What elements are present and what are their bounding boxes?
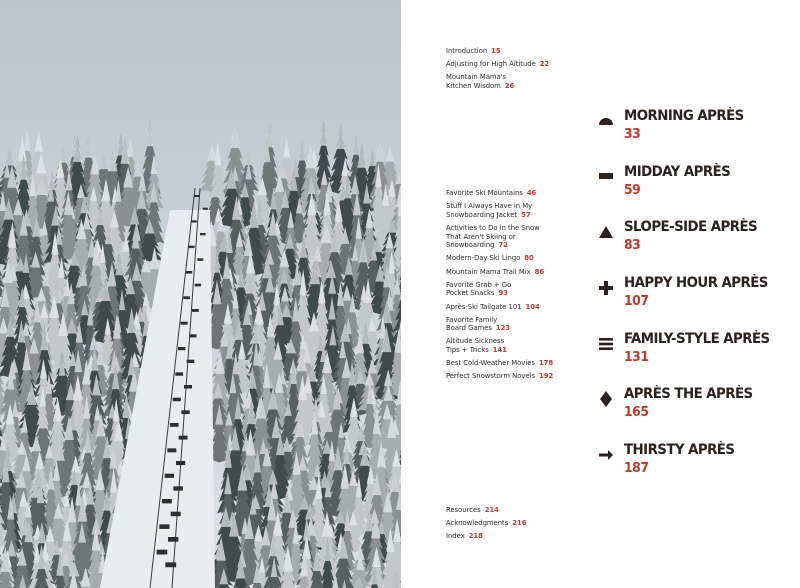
arrow-right-icon xyxy=(598,447,614,463)
toc-entry[interactable] xyxy=(446,372,586,381)
toc-entry-page: 104 xyxy=(525,302,540,311)
chapter-title: FAMILY-STYLE APRÈS xyxy=(624,330,770,347)
toc-entry-label: Mountain Mama Trail Mix xyxy=(446,267,531,276)
toc-entry[interactable] xyxy=(446,202,586,219)
chairlift-chair xyxy=(162,499,172,503)
toc-entry-page: 192 xyxy=(539,372,554,381)
toc-entry-label: Adjusting for High Altitude xyxy=(446,60,536,69)
chapter-entry[interactable] xyxy=(597,329,797,385)
toc-entry-label: That Aren't Skiing or xyxy=(446,232,516,241)
toc-entry-label: Best Cold-Weather Movies xyxy=(446,359,535,368)
toc-top-list xyxy=(446,47,586,95)
contents-page xyxy=(401,0,800,588)
chairlift-chair xyxy=(194,195,199,197)
toc-entry-label: Resources xyxy=(446,506,481,514)
chairlift-chair xyxy=(171,512,181,516)
toc-entry-page: 178 xyxy=(538,359,554,368)
triangle-icon xyxy=(598,224,614,240)
toc-entry[interactable] xyxy=(446,224,586,250)
chairlift-chair xyxy=(178,347,185,350)
chapter-page: 107 xyxy=(624,293,649,310)
toc-entry[interactable] xyxy=(446,506,586,515)
chairlift-chair xyxy=(189,246,195,248)
toc-entry[interactable] xyxy=(446,316,586,333)
toc-entry-page: 216 xyxy=(512,519,527,528)
chairlift-chair xyxy=(195,284,201,287)
chairlift-chair xyxy=(176,461,185,465)
toc-entry-page: 214 xyxy=(484,506,499,514)
toc-entry-page: 80 xyxy=(524,254,534,263)
chapter-page: 83 xyxy=(624,237,641,254)
toc-entry-label: Pocket Snacks xyxy=(446,289,495,298)
chairlift-chair xyxy=(167,448,176,452)
toc-entry-label: Favorite Grab + Go xyxy=(446,280,512,289)
chairlift-chair xyxy=(186,271,192,274)
toc-entry-label: Snowboarding Jacket xyxy=(446,210,518,219)
chairlift-chair xyxy=(191,220,196,222)
chairlift-chair xyxy=(183,296,190,299)
toc-entry[interactable] xyxy=(446,519,586,528)
chairlift-chair xyxy=(200,233,206,235)
chairlift-chair xyxy=(181,322,188,325)
chapter-entry[interactable] xyxy=(597,106,797,162)
plus-icon xyxy=(598,280,614,296)
chapter-page: 59 xyxy=(624,181,641,198)
toc-entry-page: 86 xyxy=(534,267,545,276)
toc-entry-label: Favorite Family xyxy=(446,315,498,324)
chapter-page: 33 xyxy=(624,126,641,142)
chapter-title: HAPPY HOUR APRÈS xyxy=(624,275,768,292)
chairlift-chair xyxy=(165,562,176,567)
chapter-title: THIRSTY APRÈS xyxy=(624,442,735,459)
chairlift-chair xyxy=(179,436,188,440)
chairlift-chair xyxy=(203,208,208,210)
chapter-title: APRÈS THE APRÈS xyxy=(624,386,753,403)
toc-entry-label: Activities to Do in the Snow xyxy=(446,223,540,232)
toc-entry-page: 57 xyxy=(521,210,531,219)
chapter-title: MORNING APRÈS xyxy=(624,108,744,124)
toc-entry-page: 141 xyxy=(492,346,507,355)
half-circle-icon xyxy=(598,113,614,129)
toc-entry-page: 46 xyxy=(526,189,537,197)
chapter-title: SLOPE-SIDE APRÈS xyxy=(624,219,758,236)
toc-entry-label: Acknowledgments xyxy=(446,519,509,528)
bar-icon xyxy=(598,169,614,185)
toc-entry-label: Après-Ski Tailgate 101 xyxy=(446,302,522,311)
chairlift-chair xyxy=(175,372,183,375)
chairlift-chair xyxy=(192,309,199,312)
chairlift-chair xyxy=(173,398,181,402)
toc-entry[interactable] xyxy=(446,189,586,198)
chairlift-chair xyxy=(181,410,189,414)
toc-entry-label: Stuff I Always Have in My xyxy=(446,202,533,211)
toc-entry[interactable] xyxy=(446,47,586,56)
chairlift-chair xyxy=(189,334,196,337)
toc-entry-page: 218 xyxy=(468,532,483,541)
toc-entry[interactable] xyxy=(446,268,586,277)
toc-entry[interactable] xyxy=(446,532,586,541)
chapter-entry[interactable] xyxy=(597,273,797,329)
toc-middle-list xyxy=(446,189,586,386)
chapter-page: 165 xyxy=(624,404,649,421)
toc-entry-label: Kitchen Wisdom xyxy=(446,81,501,90)
chairlift-chair xyxy=(173,486,183,490)
three-lines-icon xyxy=(598,336,614,352)
toc-entry-page: 123 xyxy=(495,324,511,333)
toc-entry-label: Altitude Sickness xyxy=(446,337,505,346)
toc-entry-label: Tips + Tricks xyxy=(446,346,489,355)
toc-entry[interactable] xyxy=(446,359,586,368)
chapter-entry[interactable] xyxy=(597,440,797,496)
chapter-page: 187 xyxy=(624,460,649,477)
chairlift-chair xyxy=(170,423,179,427)
toc-entry[interactable] xyxy=(446,254,586,263)
chapter-entry[interactable] xyxy=(597,162,797,218)
toc-entry-label: Perfect Snowstorm Novels xyxy=(446,372,536,381)
diamond-icon xyxy=(598,391,614,407)
chairlift-chair xyxy=(187,360,195,363)
chapter-page: 131 xyxy=(624,348,649,365)
toc-entry[interactable] xyxy=(446,303,586,312)
chairlift-chair xyxy=(157,550,168,555)
chapter-list xyxy=(597,106,797,496)
chairlift-chair xyxy=(165,474,174,478)
toc-entry-page: 22 xyxy=(539,60,550,69)
toc-entry[interactable] xyxy=(446,60,586,69)
toc-entry[interactable] xyxy=(446,73,586,90)
chapter-entry[interactable] xyxy=(597,217,797,273)
chapter-title: MIDDAY APRÈS xyxy=(624,163,731,180)
toc-entry-label: Introduction xyxy=(446,47,488,55)
toc-entry[interactable] xyxy=(446,281,586,298)
chapter-entry[interactable] xyxy=(597,384,797,440)
toc-entry[interactable] xyxy=(446,337,586,354)
chairlift-chair xyxy=(168,537,178,542)
toc-bottom-list xyxy=(446,506,586,546)
toc-entry-label: Favorite Ski Mountains xyxy=(446,189,523,197)
toc-entry-label: Modern-Day Ski Lingo xyxy=(446,254,521,263)
toc-entry-label: Snowboarding xyxy=(446,241,495,250)
toc-entry-page: 15 xyxy=(491,47,501,55)
toc-entry-label: Board Games xyxy=(446,324,492,333)
chairlift-chair xyxy=(197,258,203,261)
toc-entry-page: 72 xyxy=(498,241,508,250)
toc-entry-page: 93 xyxy=(498,289,508,298)
toc-entry-label: Mountain Mama's xyxy=(446,73,507,82)
chairlift-chair xyxy=(184,385,192,389)
toc-entry-page: 26 xyxy=(504,81,515,90)
chairlift-chair xyxy=(159,524,169,529)
toc-entry-label: Index xyxy=(446,532,465,541)
